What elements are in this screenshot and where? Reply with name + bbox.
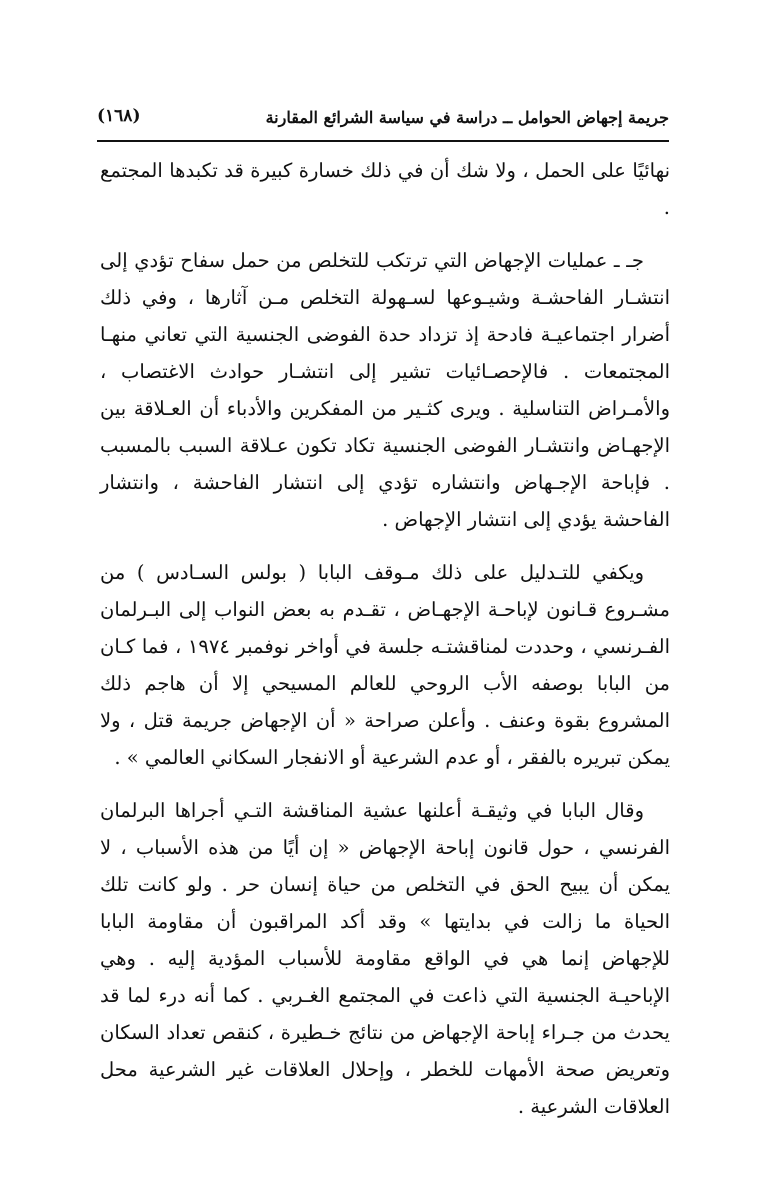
paragraph-pope-document: وقال البابا في وثيقـة أعلنها عشية المناقشة التـي أجراها البرلمان الفرنسي ، حول قانون إباحة الإجهاض « إن أيًا من هذه الأسباب ، لا يمكن أن يبيح الحق في التخلص من حياة إنسان حر . ولو كانت تلك الحياة ما زالت في بدايتها » وقد أكد المراقبون أن مقاومة البابا للإجهاض إنما هي في الواقع مقاومة للأسباب المؤدية إليه . وهي الإباحيـة الجنسية التي ذاعت في المجتمع الغـربي . كما أنه درء لما قد يحدث من جـراء إباحة الإجهاض من نتائج خـطيرة ، كنقص تعداد السكان وتعريض صحة الأمهات للخطر ، وإحلال العلاقات غير الشرعية محل العلاقات الشرعية . (100, 799, 670, 1118)
page-number: (١٦٨) (97, 106, 141, 126)
paragraph-pope-position: ويكفي للتـدليل على ذلك مـوقف البابا ( بولس السـادس ) من مشـروع قـانون لإباحـة الإجهـاض ، تقـدم به بعض النواب إلى البـرلمان الفـرنسي ، وحددت لمناقشتـه جلسة في أواخر نوفمبر ١٩٧٤ ، فما كـان من البابا بوصفه الأب الروحي للعالم المسيحي إلا أن هاجم ذلك المشروع بقوة وعنف . وأعلن صراحة « أن الإجهاض جريمة قتل ، ولا يمكن تبريره بالفقر ، أو عدم الشرعية أو الانفجار السكاني العالمي » . (100, 561, 671, 769)
paragraph-continuation: نهائيًا على الحمل ، ولا شك أن في ذلك خسارة كبيرة قد تكبدها المجتمع . (100, 159, 670, 219)
running-header (97, 104, 669, 138)
body-text (100, 152, 670, 1125)
header-rule (97, 140, 669, 142)
running-title: جريمة إجهاض الحوامل ــ دراسة في سياسة الشرائع المقارنة (265, 108, 669, 127)
paragraph-section-c: جـ ـ عمليات الإجهاض التي ترتكب للتخلص من حمل سفاح تؤدي إلى انتشـار الفاحشـة وشيـوعها لسـهولة التخلص مـن آثارها ، وفي ذلك أضرار اجتماعيـة فادحة إذ تزداد حدة الفوضى الجنسية التي تعاني منهـا المجتمعات . فالإحصـائيات تشير إلى انتشـار حوادث الاغتصاب ، والأمـراض التناسلية . ويرى كثـير من المفكرين والأدباء أن العـلاقة بين الإجهـاض وانتشـار الفوضى الجنسية تكاد تكون عـلاقة السبب بالمسبب . فإباحة الإجـهاض وانتشاره تؤدي إلى انتشار الفاحشة ، وانتشار الفاحشة يؤدي إلى انتشار الإجهاض . (100, 249, 670, 531)
